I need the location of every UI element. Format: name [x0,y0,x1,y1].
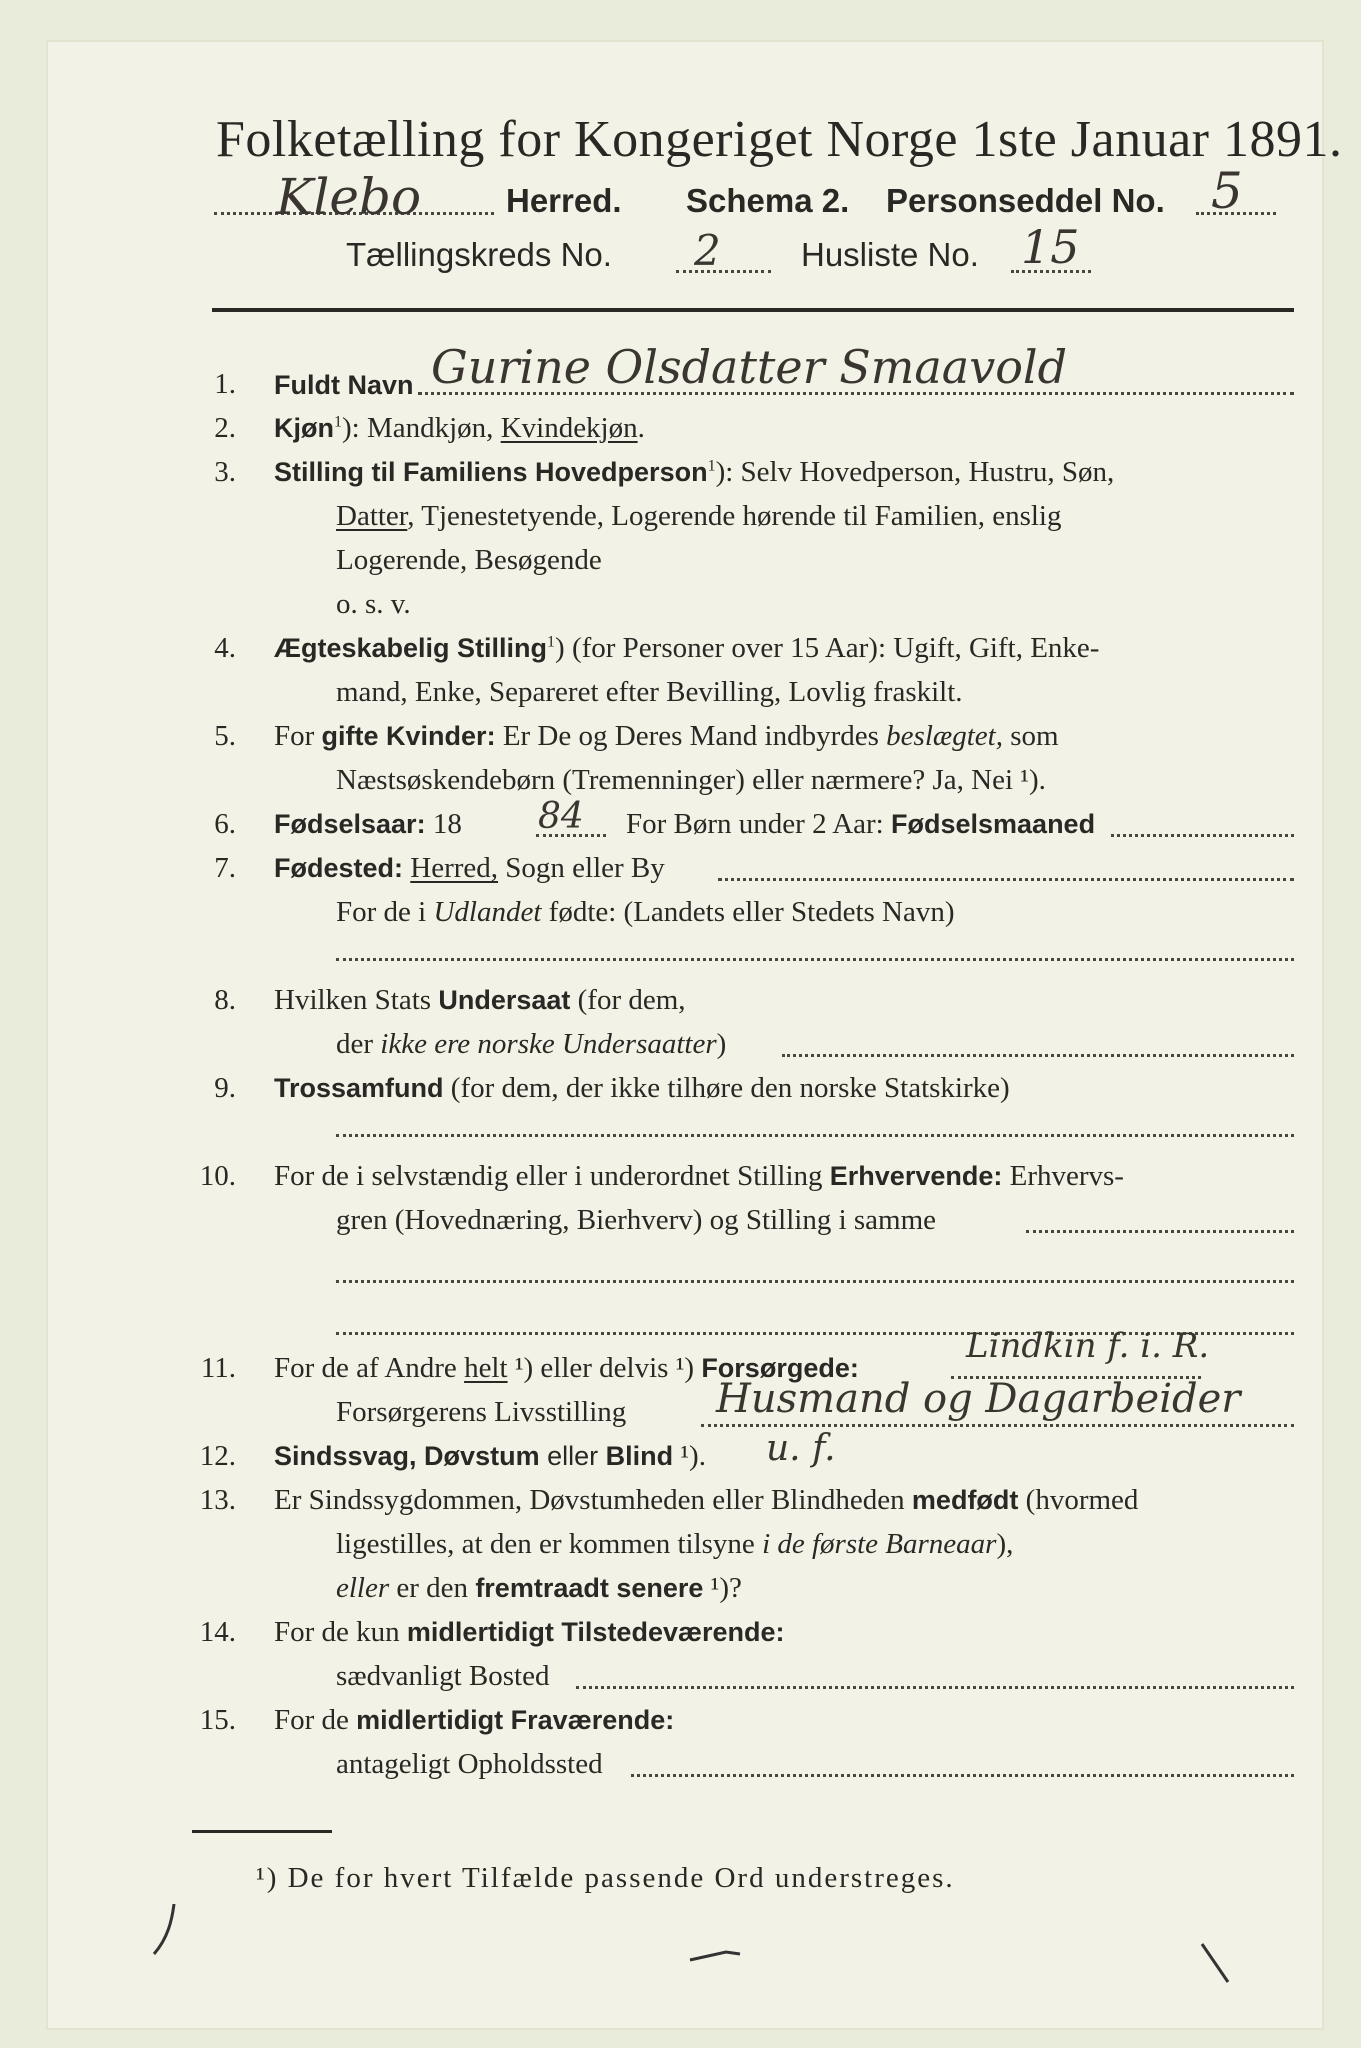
q8-number: 8. [214,984,236,1016]
q3-line3: Logerende, Besøgende [336,544,602,576]
q15-line2: antageligt Opholdssted [336,1748,603,1780]
q14-line1: For de kun midlertidigt Tilstedeværende: [274,1616,785,1648]
q13-line1: Er Sindssygdommen, Døvstumheden eller Blindheden medfødt (hvormed [274,1484,1139,1516]
husliste-value: 15 [1021,220,1080,274]
ink-mark [1196,1940,1236,1990]
q6-answer: 84 [538,796,584,837]
q13-number: 13. [199,1484,236,1516]
q9-number: 9. [214,1072,236,1104]
q3-line2: Datter, Tjenestetyende, Logerende hørende til Familien, enslig [336,500,1062,532]
q2-number: 2. [214,412,236,444]
q5-line1: For gifte Kvinder: Er De og Deres Mand indbyrdes beslægtet, som [274,720,1059,752]
q4-line2: mand, Enke, Separeret efter Bevilling, Lovlig fraskilt. [336,676,963,708]
q15-number: 15. [199,1704,236,1736]
q11-answer2: Husmand og Dagarbeider [716,1376,1241,1422]
q3-line4: o. s. v. [336,588,411,620]
q11-answer: Lindkin f. i. R. [966,1326,1210,1366]
q14-line2: sædvanligt Bosted [336,1660,550,1692]
q11-number: 11. [200,1352,236,1384]
footnote-rule [192,1830,332,1833]
q8-line1: Hvilken Stats Undersaat (for dem, [274,984,686,1016]
q7-number: 7. [214,852,236,884]
husliste-label: Husliste No. [801,236,979,273]
schema-label: Schema 2. [686,182,850,219]
q7-line1: Fødested: Herred, Sogn eller By [274,852,665,884]
q7-line2: For de i Udlandet fødte: (Landets eller Stedets Navn) [336,896,955,928]
q3-line1: Stilling til Familiens Hovedperson$^1$): Selv Hovedperson, Hustru, Søn, [274,456,1115,488]
q13-line2: ligestilles, at den er kommen tilsyne i de første Barneaar), [336,1528,1014,1560]
q14-number: 14. [199,1616,236,1648]
q8-line2: der ikke ere norske Undersaatter) [336,1028,727,1060]
q10-line1: For de i selvstændig eller i underordnet Stilling Erhvervende: Erhvervs- [274,1160,1124,1192]
footnote: ¹) De for hvert Tilfælde passende Ord understreges. [256,1862,955,1894]
personseddel-label: Personseddel No. [886,182,1165,219]
q12-line1: Sindssvag, Døvstum eller Blind ¹). [274,1440,706,1472]
q6-line: Fødselsaar: 18 [274,808,462,840]
q12-number: 12. [199,1440,236,1472]
q1-number: 1. [214,368,236,400]
q10-line2: gren (Hovednæring, Bierhverv) og Stilling i samme [336,1204,937,1236]
q12-answer: u. f. [766,1428,836,1469]
q11-line2: Forsørgerens Livsstilling [336,1396,627,1428]
q1-answer: Gurine Olsdatter Smaavold [431,340,1068,394]
personseddel-value: 5 [1211,162,1243,220]
kreds-label: Tællingskreds No. [346,236,612,273]
herred-value: Klebo [276,168,422,226]
q4-line1: Ægteskabelig Stilling$^1$) (for Personer over 15 Aar): Ugift, Gift, Enke- [274,632,1100,664]
form-title: Folketælling for Kongeriget Norge 1ste Januar 1891. [216,111,1343,168]
kreds-value: 2 [694,226,721,275]
ink-mark [146,1900,186,1960]
q13-line3: eller er den fremtraadt senere ¹)? [336,1572,742,1604]
q6-line-b: For Børn under 2 Aar: Fødselsmaaned [626,808,1096,840]
q2-line: Kjøn$^1$): Mandkjøn, Kvindekjøn. [274,412,645,444]
q3-number: 3. [214,456,236,488]
q9-line1: Trossamfund (for dem, der ikke tilhøre den norske Statskirke) [274,1072,1010,1104]
q5-line2: Næstsøskendebørn (Tremenninger) eller nærmere? Ja, Nei ¹). [336,764,1046,796]
ink-mark [686,1946,746,1966]
census-form [46,40,1343,2030]
header-rule [212,308,1294,312]
q4-number: 4. [214,632,236,664]
q15-line1: For de midlertidigt Fraværende: [274,1704,675,1736]
q5-number: 5. [214,720,236,752]
q1-label: Fuldt Navn [274,370,414,400]
q10-number: 10. [199,1160,236,1192]
q11-line1: For de af Andre helt ¹) eller delvis ¹) Forsørgede: [274,1352,859,1384]
q6-number: 6. [214,808,236,840]
herred-label: Herred. [506,182,622,219]
